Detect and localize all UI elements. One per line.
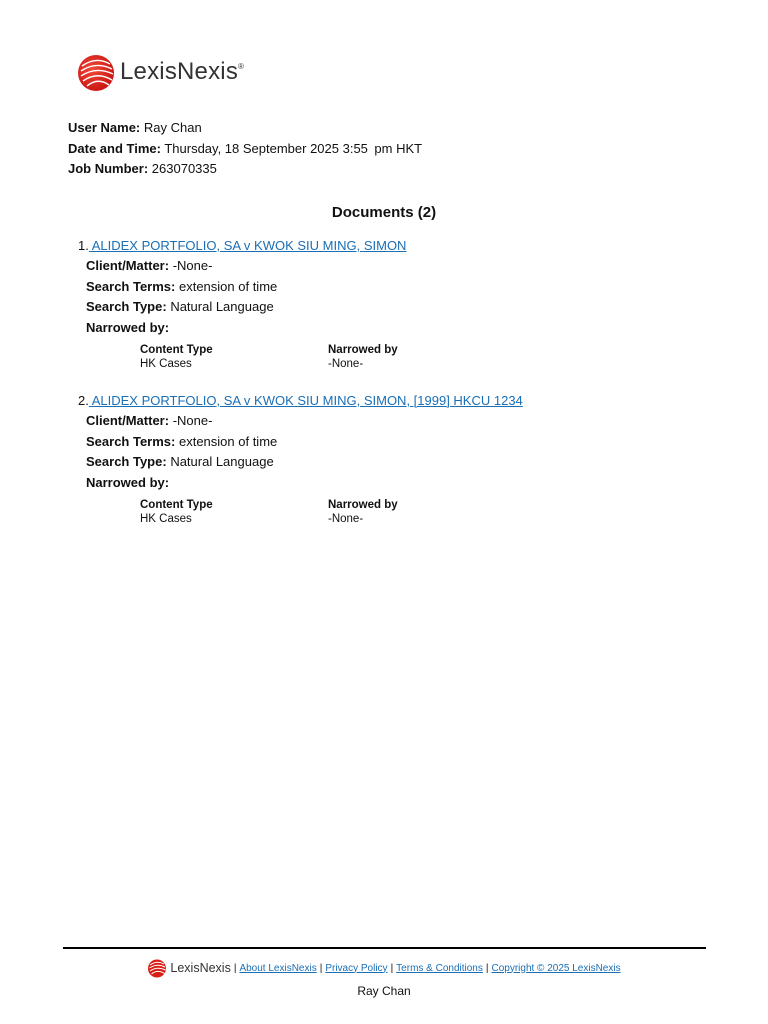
- documents-heading: Documents (2): [331, 204, 437, 221]
- client-matter-row: Client/Matter: -None-: [86, 413, 213, 428]
- job-number-row: Job Number: 263070335: [68, 161, 217, 176]
- content-type-header: Content Type: [140, 343, 213, 356]
- user-name-value: Ray Chan: [143, 120, 202, 135]
- terms-link[interactable]: Terms & Conditions: [396, 962, 483, 974]
- user-name-row: User Name: Ray Chan: [68, 120, 202, 135]
- narrowed-by-row: Narrowed by:: [86, 320, 170, 336]
- narrowed-by-value: -None-: [328, 512, 364, 525]
- document-title-line: 1. ALIDEX PORTFOLIO, SA v KWOK SIU MING, SIMON: [78, 238, 407, 253]
- document-entry-1: [78, 236, 718, 371]
- lexisnexis-logo: [76, 52, 244, 92]
- search-terms-row: Search Terms: extension of time: [86, 278, 278, 294]
- date-time-value: Thursday, 18 September 2025 3:55 pm HKT: [164, 140, 423, 156]
- job-metadata: [68, 118, 422, 180]
- footer-divider: [63, 947, 706, 949]
- narrowed-by-table: [140, 498, 718, 526]
- privacy-policy-link[interactable]: Privacy Policy: [325, 962, 388, 974]
- document-entry-2: [78, 391, 718, 526]
- narrowed-by-header: Narrowed by: [328, 498, 398, 511]
- content-type-header: Content Type: [140, 498, 213, 511]
- search-terms-row: Search Terms: extension of time: [86, 433, 278, 449]
- document-link-2[interactable]: ALIDEX PORTFOLIO, SA v KWOK SIU MING, SIMON, [1999] HKCU 1234: [88, 393, 523, 408]
- narrowed-by-table: [140, 343, 718, 371]
- document-link-1[interactable]: ALIDEX PORTFOLIO, SA v KWOK SIU MING, SIMON: [88, 238, 407, 253]
- lexisnexis-globe-icon: [76, 52, 116, 92]
- footer-brand: LexisNexis: [170, 961, 231, 975]
- footer-links: LexisNexis | About LexisNexis | Privacy Policy | Terms & Conditions | Copyright © 2025 LexisNexis: [0, 958, 768, 978]
- about-link[interactable]: About LexisNexis: [239, 962, 317, 974]
- client-matter-row: Client/Matter: -None-: [86, 258, 213, 273]
- lexisnexis-globe-icon: [147, 958, 167, 978]
- footer-user-name: Ray Chan: [357, 984, 411, 998]
- job-number-value: 263070335: [151, 161, 217, 176]
- narrowed-by-header: Narrowed by: [328, 343, 398, 356]
- date-time-row: Date and Time: Thursday, 18 September 2025 3:55 pm HKT: [68, 140, 423, 156]
- narrowed-by-row: Narrowed by:: [86, 475, 170, 491]
- content-type-value: HK Cases: [140, 512, 192, 525]
- search-type-row: Search Type: Natural Language: [86, 454, 274, 470]
- narrowed-by-value: -None-: [328, 357, 364, 370]
- content-type-value: HK Cases: [140, 357, 192, 370]
- copyright-link[interactable]: Copyright © 2025 LexisNexis: [491, 962, 621, 974]
- document-title-line: 2. ALIDEX PORTFOLIO, SA v KWOK SIU MING, SIMON, [1999] HKCU 1234: [78, 393, 523, 408]
- search-type-row: Search Type: Natural Language: [86, 299, 274, 315]
- brand-name: LexisNexis®: [120, 58, 245, 85]
